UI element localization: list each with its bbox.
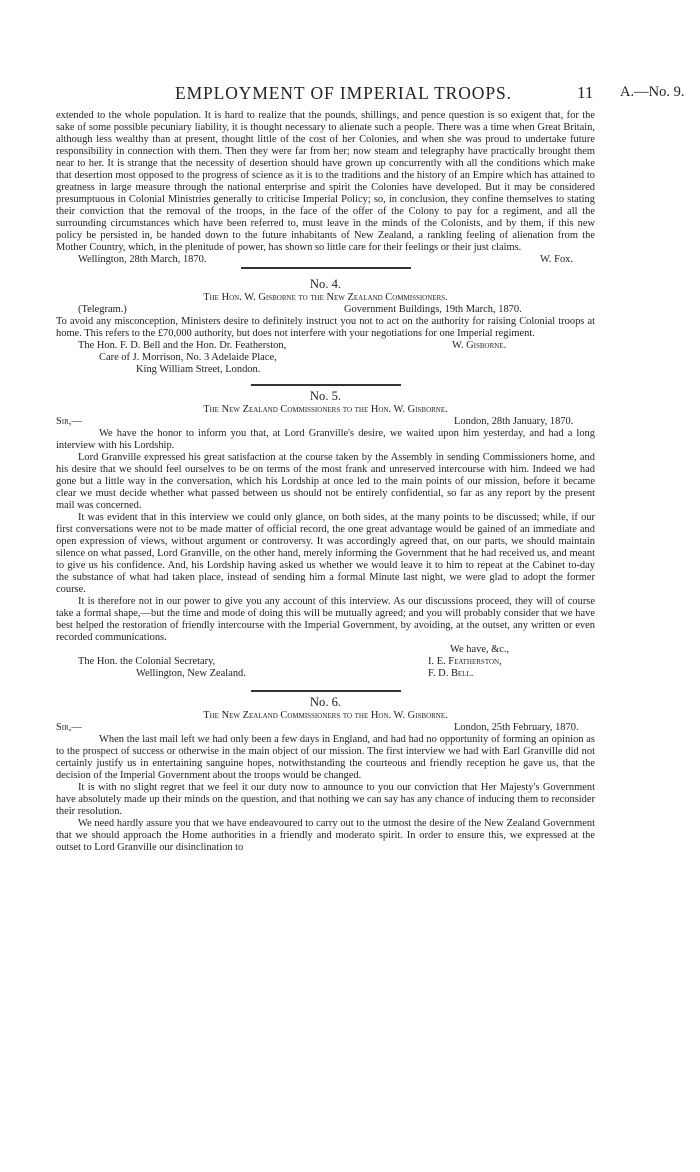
salutation: Sir,— [56,722,82,733]
paragraph: It is with no slight regret that we feel it our duty now to announce to you our conviction that Her Majesty's Government have absolutely made up their minds on the question, and that nothing we can say has any chance of inducing them to reconsider their resolution. [56,782,595,817]
addressee: The Hon. the Colonial Secretary, [78,656,216,667]
telegram-label: (Telegram.) [78,304,127,315]
telegram-line [56,304,595,316]
signature: I. E. Featherston, [428,656,502,667]
telegram-body: To avoid any misconception, Ministers desire to definitely instruct you not to act on the authority for raising Colonial troops at home. This refers to the £70,000 authority, but does not interfere with your negotiations for one Imperial regiment. [56,316,595,339]
addressee: Wellington, New Zealand. [136,668,246,679]
paragraph: It was evident that in this interview we could only glance, on both sides, at the many points to be discussed; while, if our first conversations were not to be made matter of official record, the one great advantage would be gained of an immediate and open expression of views, without argument or controversy. It was accordingly agreed that, on our parts, we should maintain silence on what passed, Lord Granville, on the other hand, merely informing the Government that he had received us, and meant to give us his confidence. And, his Lordship having asked us whether we would leave it to him to repeat at the Cabinet to-day the substance of what had taken place, instead of sending him a formal Minute last night, we were glad to adopt the former course. [56,512,595,595]
document-3-conclusion [56,110,595,269]
document-reference: A.—No. 9. [620,84,685,100]
section-divider [251,384,401,386]
section-heading: No. 4. [309,277,342,291]
section-subtitle: The Hon. W. Gisborne to the New Zealand Commissioners. [203,292,448,303]
signature-line [56,656,595,668]
addressee: King William Street, London. [136,364,261,375]
salutation-line [56,416,595,428]
section-subtitle: The New Zealand Commissioners to the Hon. W. Gisborne. [203,710,448,721]
salutation-line [56,722,595,734]
running-title: EMPLOYMENT OF IMPERIAL TROOPS. [175,83,512,103]
paragraph: Lord Granville expressed his great satisfaction at the course taken by the Assembly in sending Commissioners home, and his desire that we should feel ourselves to be on terms of the most frank and unreserved intercourse with him. Indeed we had gone but a little way in the conversation, which his Lordship at once led to the main points of our mission, before it became clear we must decide whether what passed between us should not be entirely confidential, so far as any report by the present mail was concerned. [56,452,595,511]
place-date: Government Buildings, 19th March, 1870. [344,304,522,315]
page-header [0,83,700,105]
addressee-line [56,340,595,352]
paragraph: When the last mail left we had only been a few days in England, and had had no opportunity of forming an opinion as to the prospect of success or otherwise in the main object of our mission. The first interview we had with Earl Granville did not certainly justify us in entertaining sanguine hopes, notwithstanding the courteous and friendly reception he gave us, that the decision of the Imperial Government about the troops would be changed. [56,734,595,781]
addressee: Care of J. Morrison, No. 3 Adelaide Place, [99,352,277,363]
paragraph: It is therefore not in our power to give you any account of this interview. As our discussions proceed, they will of course take a formal shape,—but the time and mode of doing this will be mutually agreed; and you will probably consider that we have best helped the restoration of friendly intercourse with the Imperial Government, by avoiding, at the outset, any written or even recorded communications. [56,596,595,643]
salutation: Sir,— [56,416,82,427]
document-6 [56,695,595,854]
paragraph: We need hardly assure you that we have endeavoured to carry out to the utmost the desire of the New Zealand Government that we should approach the Home authorities in a friendly and moderato spirit. In order to ensure this, we expressed at the outset to Lord Granville our disinclination to [56,818,595,853]
signature-line [56,668,595,680]
paragraph: extended to the whole population. It is hard to realize that the pounds, shillings, and pence question is so exigent that, for the sake of some possible pecuniary liability, it is thought necessary to alienate such a people. There was a time when Great Britain, although less wealthy than at present, thought little of the cost of her Colonies, and when she was proud to undertake future responsibility in connection with them. Then they were far from her; now steam and telegraphy have practically brought them near to her. It is strange that the necessity of desertion should have grown up concurrently with all the conditions which make that desertion most opposed to the progress of science as it is to the traditions and the history of an Empire which has attained to greatness in large measure through the national enterprise and spirit the Colonies have developed. But it may be considered presumptuous in Colonial Ministries generally to criticise Imperial Policy; so, in conclusion, they confine themselves to stating their conviction that the removal of the troops, in the face of the offer of the Colony to pay for a regiment, and all the surrounding circumstances which have been referred to, must leave in the minds of the Colonists, and by them, if this new policy be persisted in, be handed down to the future inhabitants of New Zealand, a rankling feeling of alienation from the Mother Country, which, in the plenitude of power, has shown so little care for their feelings or their just claims. [56,110,595,253]
place-date: London, 28th January, 1870. [454,416,574,427]
signature: W. Fox. [540,254,573,265]
section-divider [251,690,401,692]
closing: We have, &c., [450,644,510,655]
page-content [56,110,595,854]
section-heading: No. 5. [309,389,342,403]
document-5 [56,389,595,692]
signature: W. Gisborne. [452,340,507,351]
section-heading: No. 6. [309,695,342,709]
signature: F. D. Bell. [428,668,474,679]
place-date: Wellington, 28th March, 1870. [78,254,207,265]
page-number: 11 [577,83,594,102]
place-date: London, 25th February, 1870. [454,722,579,733]
section-subtitle: The New Zealand Commissioners to the Hon. W. Gisborne. [203,404,448,415]
paragraph: We have the honor to inform you that, at Lord Granville's desire, we waited upon him yesterday, and had a long interview with his Lordship. [56,428,595,451]
document-4 [56,277,595,386]
section-divider [241,267,411,269]
addressee: The Hon. F. D. Bell and the Hon. Dr. Featherston, [78,340,287,351]
signature-line [56,254,595,266]
